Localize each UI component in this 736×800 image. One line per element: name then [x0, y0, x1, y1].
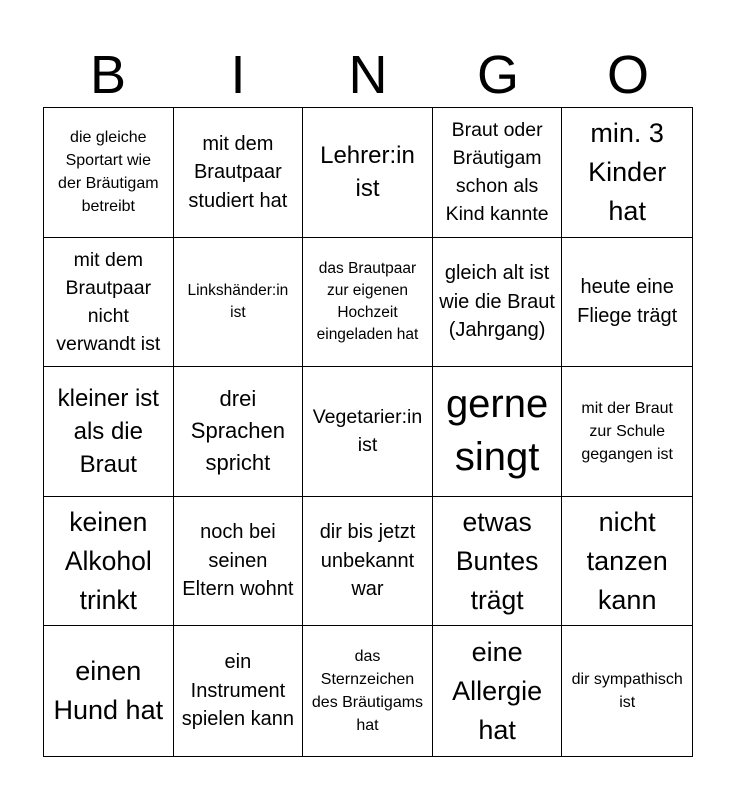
header-letter-n: N — [348, 45, 388, 105]
bingo-cell-r2-c4[interactable] — [433, 238, 563, 368]
bingo-cell-r4-c1[interactable] — [44, 497, 174, 627]
cell-label: kleiner ist als die Braut — [57, 384, 159, 478]
bingo-cell-r2-c1[interactable] — [44, 238, 174, 368]
cell-label: gerne singt — [445, 382, 549, 480]
bingo-cell-r1-c3[interactable] — [303, 108, 433, 238]
cell-label: Braut oder Bräutigam schon als Kind kannte — [445, 119, 549, 226]
cell-label: ein Instrument spielen kann — [181, 651, 295, 731]
bingo-cell-r1-c2[interactable] — [174, 108, 304, 238]
header-letter-g: G — [476, 45, 519, 105]
bingo-cell-r5-c1[interactable] — [44, 626, 174, 756]
cell-label: einen Hund hat — [53, 656, 164, 726]
cell-label: mit dem Brautpaar nicht verwandt ist — [56, 248, 161, 355]
cell-label: eine Allergie hat — [452, 636, 543, 745]
cell-label: dir bis jetzt unbekannt war — [319, 521, 416, 601]
cell-label: gleich alt ist wie die Braut (Jahrgang) — [439, 262, 555, 342]
bingo-cell-r3-c1[interactable] — [44, 367, 174, 497]
cell-label: die gleiche Sportart wie der Bräutigam betreibt — [58, 129, 159, 216]
bingo-cell-r4-c3[interactable] — [303, 497, 433, 627]
bingo-cell-r3-c4[interactable] — [433, 367, 563, 497]
cell-label: Lehrer:in ist — [320, 142, 415, 203]
bingo-cell-r5-c5[interactable] — [562, 626, 692, 756]
bingo-cell-r3-c2[interactable] — [174, 367, 304, 497]
bingo-cell-r3-c3[interactable] — [303, 367, 433, 497]
cell-label: nicht tanzen kann — [586, 506, 668, 615]
bingo-cell-r1-c5[interactable] — [562, 108, 692, 238]
cell-label: dir sympathisch ist — [571, 671, 683, 712]
bingo-cell-r2-c3[interactable] — [303, 238, 433, 368]
header-letter-i: I — [230, 45, 246, 105]
bingo-cell-r1-c1[interactable] — [44, 108, 174, 238]
bingo-cell-r5-c2[interactable] — [174, 626, 304, 756]
bingo-cell-r2-c2[interactable] — [174, 238, 304, 368]
header-letter-b: B — [89, 45, 127, 105]
cell-label: etwas Buntes trägt — [455, 506, 539, 615]
bingo-cell-r4-c4[interactable] — [433, 497, 563, 627]
cell-label: drei Sprachen spricht — [190, 386, 285, 476]
cell-label: das Brautpaar zur eigenen Hochzeit eingeladen hat — [316, 259, 419, 343]
bingo-cell-r5-c4[interactable] — [433, 626, 563, 756]
cell-label: Linkshänder:in ist — [187, 281, 289, 321]
cell-label: mit der Braut zur Schule gegangen ist — [581, 399, 673, 463]
bingo-cell-r1-c4[interactable] — [433, 108, 563, 238]
bingo-cell-r2-c5[interactable] — [562, 238, 692, 368]
bingo-grid — [43, 107, 693, 757]
bingo-header — [43, 44, 693, 106]
cell-label: Vegetarier:in ist — [312, 406, 423, 457]
cell-label: heute eine Fliege trägt — [577, 276, 678, 327]
header-letter-o: O — [606, 45, 649, 105]
bingo-cell-r5-c3[interactable] — [303, 626, 433, 756]
cell-label: das Sternzeichen des Bräutigams hat — [311, 648, 424, 735]
cell-label: keinen Alkohol trinkt — [64, 506, 152, 615]
bingo-cell-r3-c5[interactable] — [562, 367, 692, 497]
cell-label: min. 3 Kinder hat — [588, 117, 667, 226]
cell-label: noch bei seinen Eltern wohnt — [182, 521, 294, 601]
bingo-cell-r4-c5[interactable] — [562, 497, 692, 627]
cell-label: mit dem Brautpaar studiert hat — [188, 132, 288, 212]
bingo-cell-r4-c2[interactable] — [174, 497, 304, 627]
